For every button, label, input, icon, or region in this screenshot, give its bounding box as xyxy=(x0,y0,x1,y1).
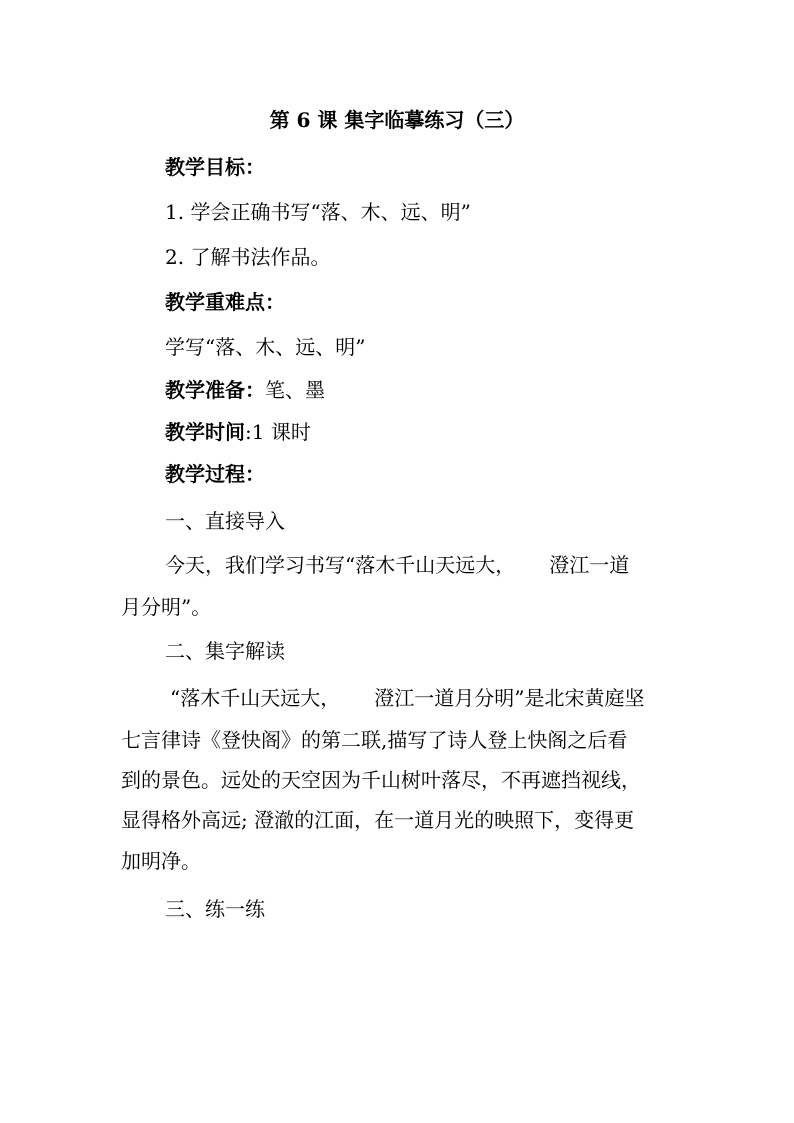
objective-item-1: 1. 学会正确书写“落、木、远、明” xyxy=(165,200,471,224)
time-label: 教学时间 xyxy=(165,420,245,444)
section2-text-b: 澄江一道月分明”是北宋黄庭坚 xyxy=(374,686,645,710)
section2-paragraph-line1 xyxy=(170,684,644,712)
preparation-line xyxy=(165,376,325,404)
section2-paragraph-line4: 显得格外高远; 澄澈的江面，在一道月光的映照下，变得更 xyxy=(121,808,635,832)
key-points-heading: 教学重难点： xyxy=(165,290,285,314)
section2-paragraph-line5: 加明净。 xyxy=(121,849,201,873)
section3-heading: 三、练一练 xyxy=(165,897,265,921)
objective-item-2: 2. 了解书法作品。 xyxy=(165,245,331,269)
section1-heading: 一、直接导入 xyxy=(165,509,285,533)
time-line xyxy=(165,418,311,446)
section2-text-a: “落木千山天远大， xyxy=(170,686,341,710)
process-heading: 教学过程： xyxy=(165,462,265,486)
time-value: :1 课时 xyxy=(245,420,311,444)
preparation-value: 笔、墨 xyxy=(265,378,325,402)
section2-paragraph-line3: 到的景色。远处的天空因为千山树叶落尽，不再遮挡视线， xyxy=(121,768,641,792)
section1-text-b: 澄江一道 xyxy=(549,553,630,577)
objectives-heading: 教学目标： xyxy=(165,155,265,179)
key-points-text: 学写“落、木、远、明” xyxy=(165,335,366,359)
lesson-title: 第 6 课 集字临摹练习（三） xyxy=(269,108,525,132)
preparation-label: 教学准备： xyxy=(165,378,265,402)
section2-paragraph-line2: 七言律诗《登快阁》的第二联,描写了诗人登上快阁之后看 xyxy=(121,728,628,752)
section1-paragraph-line2: 月分明”。 xyxy=(121,595,212,619)
section1-text-a: 今天，我们学习书写“落木千山天远大， xyxy=(165,553,516,577)
section1-paragraph-line1 xyxy=(165,551,629,579)
section2-heading: 二、集字解读 xyxy=(165,639,285,663)
